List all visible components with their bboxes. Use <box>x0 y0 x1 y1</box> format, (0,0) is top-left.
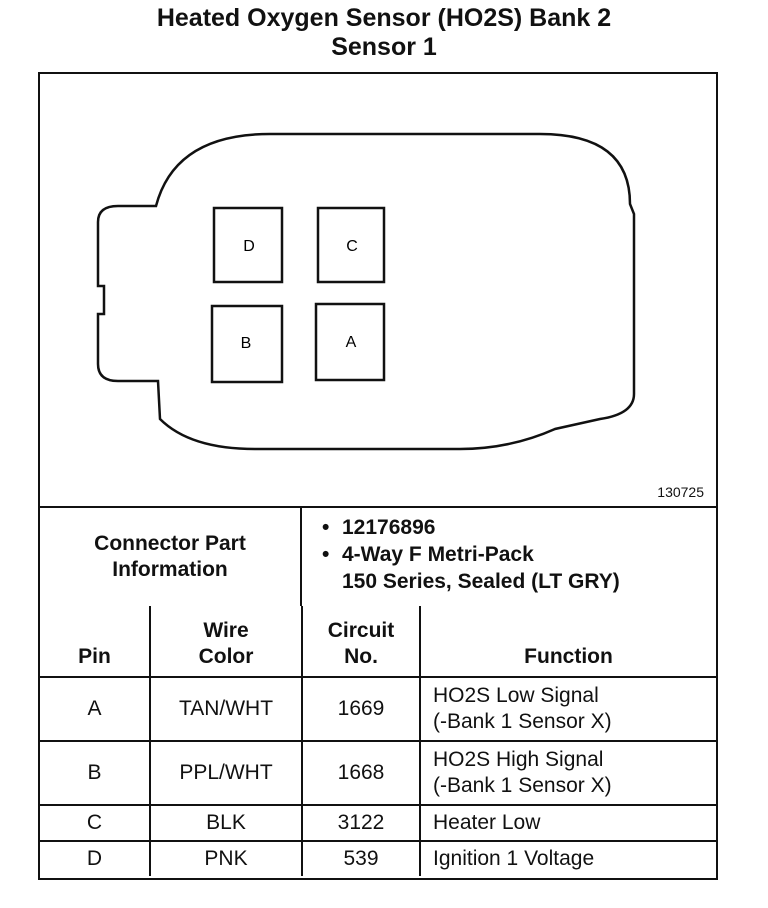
connector-part-number: • 12176896 <box>302 514 716 541</box>
cell-wire-color: PPL/WHT <box>150 741 302 805</box>
cell-wire-color: TAN/WHT <box>150 677 302 741</box>
pin-b-label: B <box>240 335 252 352</box>
cell-wire-color: BLK <box>150 805 302 841</box>
pin-d-label: D <box>243 238 255 255</box>
function-line-1: HO2S Low Signal <box>433 684 599 707</box>
cell-pin: D <box>40 841 150 876</box>
pin-c-label: C <box>346 238 358 255</box>
function-line-2: (-Bank 1 Sensor X) <box>433 774 612 797</box>
table-row <box>40 841 716 876</box>
cell-pin: C <box>40 805 150 841</box>
function-line-2: (-Bank 1 Sensor X) <box>433 710 612 733</box>
header-wire-line-1: Wire <box>203 619 249 642</box>
cell-circuit: 539 <box>302 841 420 876</box>
connector-frame <box>38 72 718 880</box>
header-function: Function <box>420 606 716 677</box>
cell-function: Heater Low <box>420 805 716 841</box>
diagram-title <box>0 4 768 62</box>
cell-circuit: 1669 <box>302 677 420 741</box>
cell-wire-color: PNK <box>150 841 302 876</box>
header-pin: Pin <box>40 606 150 677</box>
cell-function: Ignition 1 Voltage <box>420 841 716 876</box>
table-row <box>40 805 716 841</box>
diagram-number: 130725 <box>657 484 704 500</box>
connector-info-row <box>40 506 716 606</box>
cell-function <box>420 741 716 805</box>
cell-circuit: 1668 <box>302 741 420 805</box>
table-row <box>40 677 716 741</box>
header-circuit-line-2: No. <box>344 645 378 668</box>
connector-label-line-1: Connector Part <box>94 532 246 555</box>
connector-face-diagram <box>40 74 716 506</box>
header-wire-line-2: Color <box>198 645 254 668</box>
cell-pin: A <box>40 677 150 741</box>
connector-label-line-2: Information <box>112 558 228 581</box>
cell-pin: B <box>40 741 150 805</box>
title-line-1: Heated Oxygen Sensor (HO2S) Bank 2 <box>156 4 612 32</box>
header-circuit-no <box>302 606 420 677</box>
title-line-2: Sensor 1 <box>331 33 437 61</box>
header-wire-color <box>150 606 302 677</box>
pin-a-label: A <box>345 334 357 351</box>
connector-info-label <box>40 508 302 606</box>
cell-circuit: 3122 <box>302 805 420 841</box>
header-circuit-line-1: Circuit <box>327 619 395 642</box>
cell-function <box>420 677 716 741</box>
table-row <box>40 741 716 805</box>
pinout-table <box>40 606 716 876</box>
function-line-1: HO2S High Signal <box>433 748 604 771</box>
table-header-row <box>40 606 716 677</box>
connector-description-line-2: 150 Series, Sealed (LT GRY) <box>342 570 620 593</box>
connector-description-line-1: • 4-Way F Metri-Pack <box>302 541 716 568</box>
connector-outline <box>98 134 634 449</box>
connector-info-values <box>302 514 716 595</box>
